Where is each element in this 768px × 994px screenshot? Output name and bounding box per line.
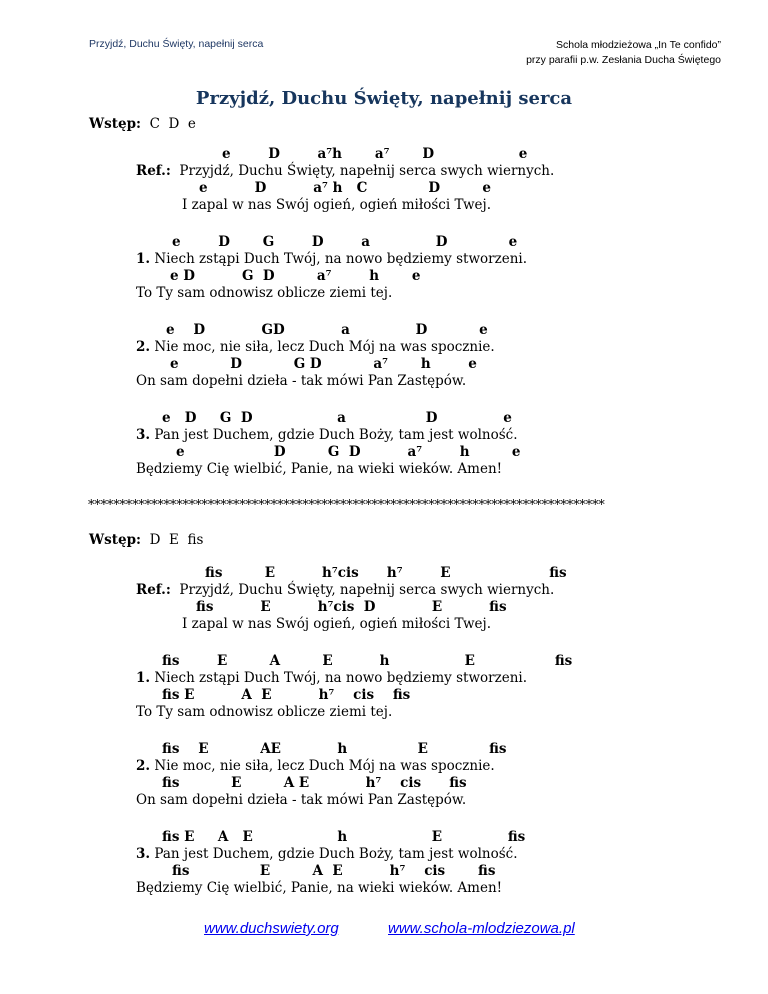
verse-lyric [136, 846, 518, 862]
verse-text: Niech zstąpi Duch Twój, na nowo będziemy stworzeni. [154, 670, 527, 686]
intro-chords: D E fis [149, 532, 204, 548]
intro-line-1 [89, 116, 196, 132]
ref-text: Przyjdź, Duchu Święty, napełnij serca swych wiernych. [179, 163, 555, 179]
ref-lyric [136, 163, 554, 179]
ref-label: Ref.: [136, 582, 171, 598]
verse-number: 1. [136, 670, 151, 686]
page-title: Przyjdź, Duchu Święty, napełnij serca [195, 88, 573, 109]
verse-lyric: On sam dopełni dzieła - tak mówi Pan Zastępów. [136, 373, 467, 389]
verse-number: 3. [136, 846, 151, 862]
ref-chords: fis E h⁷cis h⁷ E fis [205, 565, 567, 581]
ref-chords: e D a⁷h a⁷ D e [222, 146, 528, 162]
verse-lyric: Będziemy Cię wielbić, Panie, na wieki wieków. Amen! [136, 880, 503, 896]
link-schola[interactable]: www.schola-mlodziezowa.pl [388, 920, 575, 937]
verse-chords: fis E A E h⁷ cis fis [172, 863, 496, 879]
header-parish: przy parafii p.w. Zesłania Ducha Świętego [526, 54, 721, 66]
ref-text: Przyjdź, Duchu Święty, napełnij serca swych wiernych. [179, 582, 555, 598]
verse-number: 2. [136, 339, 151, 355]
link-duchswiety[interactable]: www.duchswiety.org [204, 920, 339, 937]
verse-chords: fis E A E h E fis [162, 653, 573, 669]
ref-chords: fis E h⁷cis D E fis [196, 599, 507, 615]
verse-lyric [136, 758, 495, 774]
verse-chords: e D G D a D e [162, 410, 512, 426]
ref-lyric: I zapal w nas Swój ogień, ogień miłości Twej. [182, 616, 491, 632]
intro-chords: C D e [149, 116, 196, 132]
verse-number: 3. [136, 427, 151, 443]
verse-chords: e D G D a D e [172, 234, 518, 250]
verse-chords: fis E A E h⁷ cis fis [162, 687, 411, 703]
verse-text: Pan jest Duchem, gdzie Duch Boży, tam jest wolność. [154, 846, 518, 862]
verse-text: Niech zstąpi Duch Twój, na nowo będziemy stworzeni. [154, 251, 527, 267]
verse-chords: e D G D a⁷ h e [170, 356, 477, 372]
verse-lyric: To Ty sam odnowisz oblicze ziemi tej. [136, 285, 393, 301]
ref-chords: e D a⁷ h C D e [199, 180, 492, 196]
verse-text: Pan jest Duchem, gdzie Duch Boży, tam jest wolność. [154, 427, 518, 443]
verse-lyric [136, 251, 527, 267]
verse-number: 2. [136, 758, 151, 774]
intro-label: Wstęp: [89, 116, 142, 132]
verse-lyric: Będziemy Cię wielbić, Panie, na wieki wieków. Amen! [136, 461, 503, 477]
ref-lyric: I zapal w nas Swój ogień, ogień miłości Twej. [182, 197, 491, 213]
verse-lyric [136, 339, 495, 355]
verse-text: Nie moc, nie siła, lecz Duch Mój na was spocznie. [154, 758, 495, 774]
ref-label: Ref.: [136, 163, 171, 179]
section-separator: ********************************************************************************** [88, 498, 605, 513]
verse-lyric: To Ty sam odnowisz oblicze ziemi tej. [136, 704, 393, 720]
header-song-title: Przyjdź, Duchu Święty, napełnij serca [89, 38, 264, 50]
verse-lyric [136, 670, 527, 686]
verse-chords: fis E AE h E fis [162, 741, 507, 757]
verse-chords: e D G D a⁷ h e [170, 268, 421, 284]
verse-number: 1. [136, 251, 151, 267]
verse-text: Nie moc, nie siła, lecz Duch Mój na was spocznie. [154, 339, 495, 355]
verse-lyric [136, 427, 518, 443]
verse-chords: e D GD a D e [166, 322, 488, 338]
header-schola-name: Schola młodzieżowa „In Te confido” [556, 39, 721, 51]
intro-line-2 [89, 532, 203, 548]
verse-chords: fis E A E h⁷ cis fis [162, 775, 467, 791]
header-schola-info [526, 38, 721, 68]
verse-chords: fis E A E h E fis [162, 829, 526, 845]
ref-lyric [136, 582, 554, 598]
verse-lyric: On sam dopełni dzieła - tak mówi Pan Zastępów. [136, 792, 467, 808]
verse-chords: e D G D a⁷ h e [176, 444, 521, 460]
intro-label: Wstęp: [89, 532, 142, 548]
